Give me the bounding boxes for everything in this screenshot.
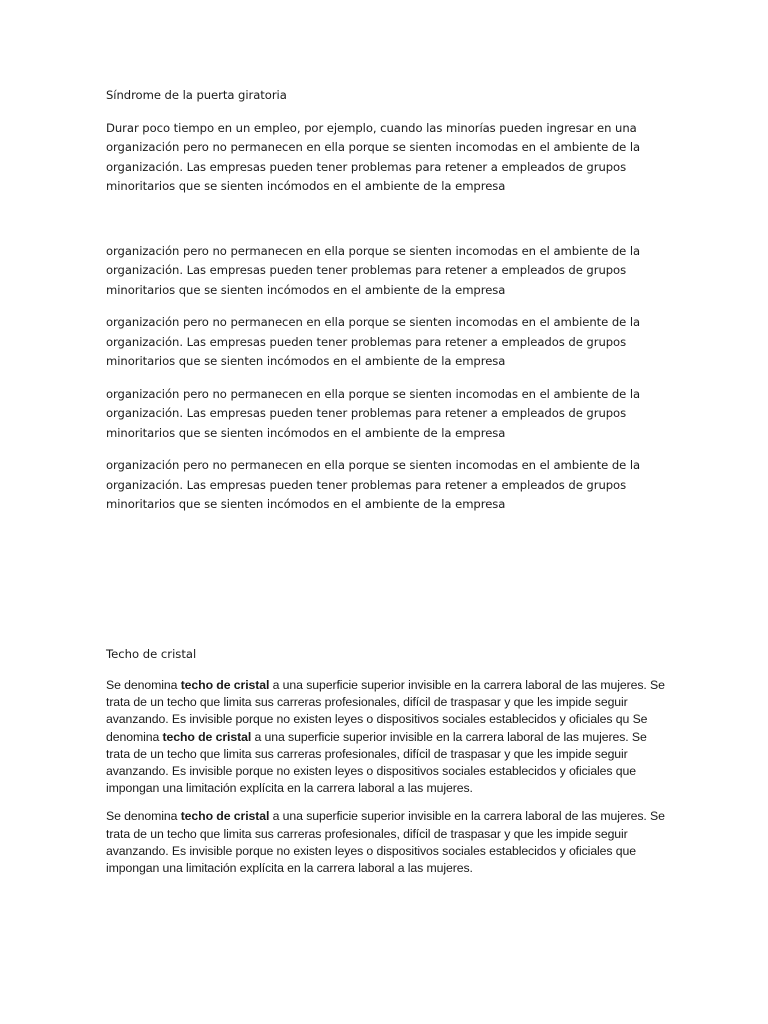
bold-term: techo de cristal (180, 809, 270, 824)
text-run: a una superficie superior invisible en la carrera laboral de las mujeres. Se trata de un techo que limita sus carreras profesionales, difícil de traspasar y que les impide seguir avanzando. Es invisible porque no existen leyes o dispositivos sociales establecidos y oficiales que impongan una limitación explícita en la carrera laboral a las mujeres. (106, 809, 665, 876)
section-title: Síndrome de la puerta giratoria (106, 88, 287, 102)
section-revolving-door (106, 86, 666, 515)
paragraph: organización pero no permanecen en ella porque se sienten incomodas en el ambiente de la organización. Las empresas pueden tener problemas para retener a empleados de grupos minoritarios que se sienten incómodos en el ambiente de la empresa (106, 315, 641, 368)
bold-term: techo de cristal (162, 729, 252, 744)
section-title: Techo de cristal (106, 646, 197, 661)
blank-space (106, 528, 666, 645)
text-run: Se denomina (106, 809, 181, 824)
text-run: Se denomina (106, 678, 181, 692)
paragraph: organización pero no permanecen en ella porque se sienten incomodas en el ambiente de la organización. Las empresas pueden tener problemas para retener a empleados de grupos minoritarios que se sienten incómodos en el ambiente de la empresa (106, 458, 641, 511)
paragraph: organización pero no permanecen en ella porque se sienten incomodas en el ambiente de la organización. Las empresas pueden tener problemas para retener a empleados de grupos minoritarios que se sienten incómodos en el ambiente de la empresa (106, 386, 641, 440)
text-run: a una superficie superior invisible en la carrera laboral de las mujeres. Se trata de un techo que limita sus carreras profesionales, difícil de traspasar y que les impide seguir avanzando. Es invisible porque no existen leyes o dispositivos sociales establecidos y oficiales qu Se denomina (106, 678, 665, 744)
bold-term: techo de cristal (180, 678, 270, 692)
text-run: a una superficie superior invisible en la carrera laboral de las mujeres. Se trata de un techo que limita sus carreras profesionales, difícil de traspasar y que les impide seguir avanzando. Es invisible porque no existen leyes o dispositivos sociales establecidos y oficiales que impongan una limitación explícita en la carrera laboral a las mujeres. (106, 729, 647, 796)
paragraph: organización pero no permanecen en ella porque se sienten incomodas en el ambiente de la organización. Las empresas pueden tener problemas para retener a empleados de grupos minoritarios que se sienten incómodos en el ambiente de la empresa (106, 243, 641, 297)
document-page (106, 86, 666, 888)
section-glass-ceiling (106, 645, 666, 878)
paragraph (106, 677, 666, 797)
paragraph (106, 808, 666, 877)
paragraph: Durar poco tiempo en un empleo, por ejemplo, cuando las minorías pueden ingresar en una organización pero no permanecen en ella porque se sienten incomodas en el ambiente de la organización. Las empresas pueden tener problemas para retener a empleados de grupos minoritarios que se sienten incómodos en el ambiente de la empresa (106, 120, 641, 193)
